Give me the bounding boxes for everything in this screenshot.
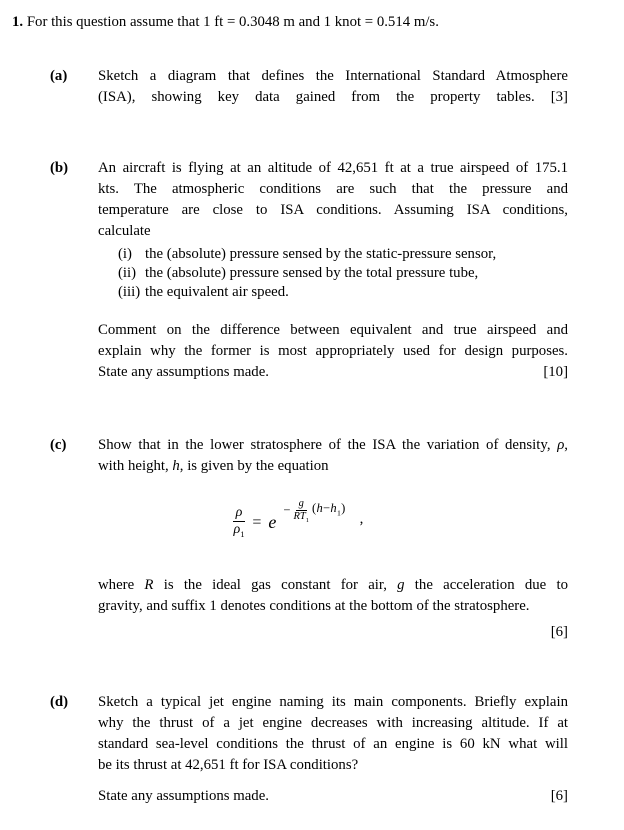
sub-item-iii	[118, 283, 568, 302]
part-b-sublist	[118, 245, 568, 302]
equation-row	[233, 497, 364, 539]
exponential-e: e	[268, 511, 277, 532]
part-c-label: (c)	[50, 437, 67, 453]
part-c-line-1-text: Show that in the lower stratosphere of the ISA the variation of density,	[98, 437, 558, 453]
part-b-label: (b)	[50, 160, 69, 176]
part-b-line-3: temperature are close to ISA conditions. Assuming ISA conditions,	[98, 202, 568, 218]
part-b-marks: [10]	[543, 364, 568, 380]
sub-item-iii-numeral: (iii)	[118, 284, 141, 300]
rho-symbol: ρ	[557, 437, 565, 453]
where-text-3: the acceleration due to	[404, 577, 568, 593]
part-b-comment	[98, 320, 568, 383]
part-b	[50, 158, 624, 383]
part-b-line-1: An aircraft is flying at an altitude of 42,651 ft at a true airspeed of 175.1	[98, 160, 568, 176]
h1-subscript: 1	[336, 508, 342, 518]
part-c-line-2-tail: , is given by the equation	[179, 458, 329, 474]
close-paren: )	[341, 501, 346, 516]
part-c-line-2	[98, 456, 568, 477]
part-a-label: (a)	[50, 68, 68, 84]
part-b-comment-line-1: Comment on the difference between equivalent and true airspeed and	[98, 322, 568, 338]
part-d-label: (d)	[50, 694, 69, 710]
where-text-2: is the ideal gas constant for air,	[153, 577, 398, 593]
density-equation	[98, 497, 568, 547]
sub-item-ii-numeral: (ii)	[118, 265, 137, 281]
rt-subscript: 1	[305, 516, 309, 524]
part-b-line-4: calculate	[98, 223, 151, 239]
part-d	[50, 692, 624, 807]
equals-sign: =	[252, 513, 262, 531]
exponent	[283, 498, 345, 525]
part-c-where-line-1	[98, 575, 568, 596]
part-b-comment-line-3	[98, 362, 568, 383]
rt-base: RT	[293, 510, 306, 522]
sub-item-ii	[118, 264, 568, 283]
part-d-marks: [6]	[550, 788, 568, 804]
part-d-line-1: Sketch a typical jet engine naming its main components. Briefly explain	[98, 694, 568, 710]
part-a-body	[98, 66, 568, 108]
exponent-fraction	[293, 498, 309, 525]
sub-item-i-numeral: (i)	[118, 246, 132, 262]
height-term	[312, 498, 346, 524]
minus-sign: −	[323, 501, 331, 516]
g-symbol: g	[397, 577, 405, 593]
h1-var: h	[330, 501, 337, 516]
equation-comma: ,	[359, 510, 364, 527]
part-b-comment-line-2: explain why the former is most appropriately used for design purposes.	[98, 343, 568, 359]
part-c-body	[98, 435, 568, 643]
g-over: g	[296, 498, 307, 511]
where-text-1: where	[98, 577, 145, 593]
rt1-under	[293, 511, 309, 525]
lhs-numerator-rho: ρ	[233, 505, 246, 522]
open-paren: (	[311, 501, 317, 516]
h-var: h	[316, 501, 324, 516]
part-c-marks: [6]	[550, 624, 568, 640]
part-a-line-2	[98, 87, 568, 108]
R-symbol: R	[144, 577, 154, 593]
lhs-denominator-rho1	[233, 522, 244, 539]
sub-item-i-text: the (absolute) pressure sensed by the static-pressure sensor,	[145, 246, 497, 262]
part-d-state-text: State any assumptions made.	[98, 788, 269, 804]
sub-item-ii-text: the (absolute) pressure sensed by the total pressure tube,	[145, 265, 479, 281]
part-b-line-2: kts. The atmospheric conditions are such that the pressure and	[98, 181, 568, 197]
part-b-body	[98, 158, 568, 383]
part-c-line-1-tail: ,	[564, 437, 568, 453]
part-b-state-text: State any assumptions made.	[98, 364, 269, 380]
exponent-minus: −	[283, 503, 291, 518]
part-c-line-2-text: with height,	[98, 458, 173, 474]
part-c-where-line-2: gravity, and suffix 1 denotes conditions at the bottom of the stratosphere.	[98, 598, 530, 614]
lhs-fraction	[233, 505, 246, 539]
part-d-line-2: why the thrust of a jet engine decreases with increasing altitude. If at	[98, 715, 568, 731]
question-intro	[12, 12, 624, 33]
intro-text: For this question assume that 1 ft = 0.3048 m and 1 knot = 0.514 m/s.	[26, 14, 439, 30]
part-d-body	[98, 692, 568, 807]
part-a	[50, 66, 624, 108]
part-c-where	[98, 575, 568, 617]
part-a-marks: [3]	[550, 89, 568, 105]
part-d-state-line	[98, 786, 568, 807]
rho-base: ρ	[233, 522, 241, 538]
h-symbol: h	[172, 458, 180, 474]
sub-item-i	[118, 245, 568, 264]
part-d-line-4: be its thrust at 42,651 ft for ISA conditions?	[98, 757, 359, 773]
part-c	[50, 435, 624, 643]
part-c-line-1	[98, 435, 568, 456]
part-a-line-2-text: (ISA), showing key data gained from the property tables.	[98, 89, 535, 105]
rho-subscript: 1	[240, 528, 245, 539]
part-a-line-1: Sketch a diagram that defines the International Standard Atmosphere	[98, 68, 568, 84]
part-d-line-3: standard sea-level conditions the thrust of an engine is 60 kN what will	[98, 736, 568, 752]
question-number: 1.	[12, 14, 24, 30]
sub-item-iii-text: the equivalent air speed.	[145, 284, 289, 300]
